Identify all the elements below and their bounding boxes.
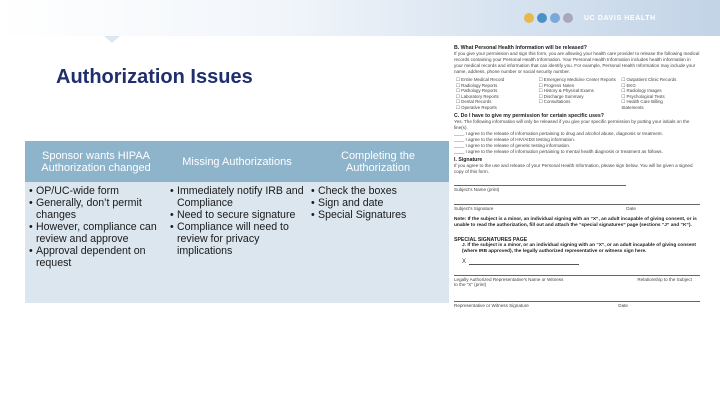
authorization-form-image — [454, 43, 700, 405]
record-type-item — [539, 105, 618, 111]
record-type-item: ☐ Entire Medical Record — [456, 77, 505, 82]
logo-dot-1 — [524, 13, 534, 23]
form-section-b-title: B. What Personal Health Information will be released? — [454, 45, 587, 51]
form-section-b-text: If you give your permission and sign this form, you are allowing your health care provider to release the following medical records containing your Personal Health Information. Your Personal Health Information includes health information in your medical records and information that can identify you. For example, Personal Health Information may include your name, address, phone number or social security number. — [454, 51, 700, 74]
lar-name-label: Legally Authorized Representative's Name or Witness to the “X” (print) — [454, 276, 564, 287]
special-signatures-title: SPECIAL SIGNATURES PAGE — [454, 236, 528, 243]
rep-signature-label: Representative or Witness Signature — [454, 302, 529, 308]
record-type-item: ☐ Emergency Medicine Center Reports — [538, 77, 616, 82]
column-completing — [307, 141, 449, 303]
record-type-item: ☐ Radiology Images — [621, 88, 662, 94]
list-item: • Check the boxes — [311, 185, 445, 197]
subject-signature-label: Subject's Signature — [454, 205, 494, 211]
list-item: • Approval dependent on request — [29, 245, 163, 269]
column-body — [166, 182, 308, 303]
list-item: • Generally, don’t permit changes — [29, 197, 163, 221]
list-item: • However, compliance can review and approve — [29, 221, 163, 245]
column-heading: Completing the Authorization — [307, 141, 449, 182]
record-type-item: ☐ EKG — [621, 82, 636, 88]
column-missing — [166, 141, 308, 303]
list-item: • OP/UC-wide form — [29, 185, 163, 197]
lar-name-line — [454, 275, 700, 287]
record-type-item: ☐ History & Physical Exams — [538, 88, 594, 94]
record-type-item: ☐ Pathology Reports — [456, 88, 498, 94]
record-type-item: ☐ Psychological Tests — [621, 93, 665, 99]
list-item: • Sign and date — [311, 197, 445, 209]
rep-signature-line — [454, 301, 700, 308]
record-type-item: Statements — [621, 104, 644, 110]
form-c-line: ____ I agree to the release of information pertaining to mental health diagnosis or treatment as follows. — [454, 148, 663, 154]
record-type-item: ☐ Consultations — [538, 99, 571, 105]
record-type-checklist — [456, 77, 700, 111]
list-item: • Compliance will need to review for privacy implications — [170, 221, 304, 257]
form-c-line: ____ I agree to the release of HIV/AIDS testing information. — [454, 136, 576, 142]
form-section-c-title: C. Do I have to give my permission for certain specific uses? — [454, 112, 604, 119]
logo-dot-3 — [550, 13, 560, 23]
column-sponsor — [25, 141, 167, 303]
list-item: • Special Signatures — [311, 209, 445, 221]
list-item: • Need to secure signature — [170, 209, 304, 221]
relationship-label: Relationship to the Subject — [637, 276, 692, 282]
subject-name-label: Subject's Name (print) — [454, 186, 500, 192]
record-type-item: ☐ Operative Reports — [456, 104, 497, 110]
logo-dot-4 — [563, 13, 573, 23]
subject-name-line — [454, 185, 626, 192]
column-heading: Missing Authorizations — [166, 141, 308, 182]
record-type-item: ☐ Outpatient Clinic Records — [621, 77, 677, 82]
subject-signature-line — [454, 204, 700, 211]
header-bar — [0, 0, 720, 36]
x-mark-line — [454, 259, 700, 265]
list-item: • Immediately notify IRB and Compliance — [170, 185, 304, 209]
form-section-c-text: Yes. The following information will only be released if you give your specific permission by putting your initials on the line(s). — [454, 118, 690, 130]
record-type-item: ☐ Dental Records — [456, 99, 492, 105]
form-note: Note: If the subject is a minor, an individual signing with an “X”, an adult incapable of giving consent, or is unable to read the authorization, fill out and attach the “special signatures” page (sections “J” and “K”). — [454, 216, 697, 228]
record-type-item: ☐ Progress Notes — [538, 82, 575, 88]
record-type-item: ☐ Discharge Summary — [538, 93, 584, 99]
form-c-line: ____ I agree to the release of genetic testing information. — [454, 142, 571, 148]
logo-dot-2 — [537, 13, 547, 23]
record-type-item: ☐ Radiology Reports — [456, 82, 498, 88]
logo-text: UC DAVIS HEALTH — [584, 14, 656, 22]
slide-title: Authorization Issues — [56, 66, 253, 88]
uc-davis-health-logo — [524, 13, 656, 23]
form-section-j-text: J. If the subject is a minor, or an individual signing with an “X”, or an adult incapable of giving consent (where IRB approved), the legally authorized representative or witness sign here. — [462, 242, 697, 254]
x-mark: X — [462, 258, 467, 265]
column-heading: Sponsor wants HIPAA Authorization changed — [25, 141, 167, 182]
record-type-item: ☐ Laboratory Reports — [456, 93, 499, 99]
date-label: Date — [626, 205, 636, 211]
form-section-i-text: If you agree to the use and release of your Personal Health Information, please sign below. You will be given a signed copy of this form. — [454, 162, 693, 174]
date-label-2: Date — [618, 302, 628, 308]
x-mark-underline — [469, 264, 579, 265]
column-body — [307, 182, 449, 303]
form-c-line: ____ I agree to the release of information pertaining to drug and alcohol abuse, diagnosis or treatment. — [454, 130, 663, 136]
column-body — [25, 182, 167, 303]
header-notch — [104, 36, 120, 43]
record-type-item: ☐ Health Care Billing — [621, 99, 663, 105]
form-section-i-title: I. Signature — [454, 156, 483, 163]
